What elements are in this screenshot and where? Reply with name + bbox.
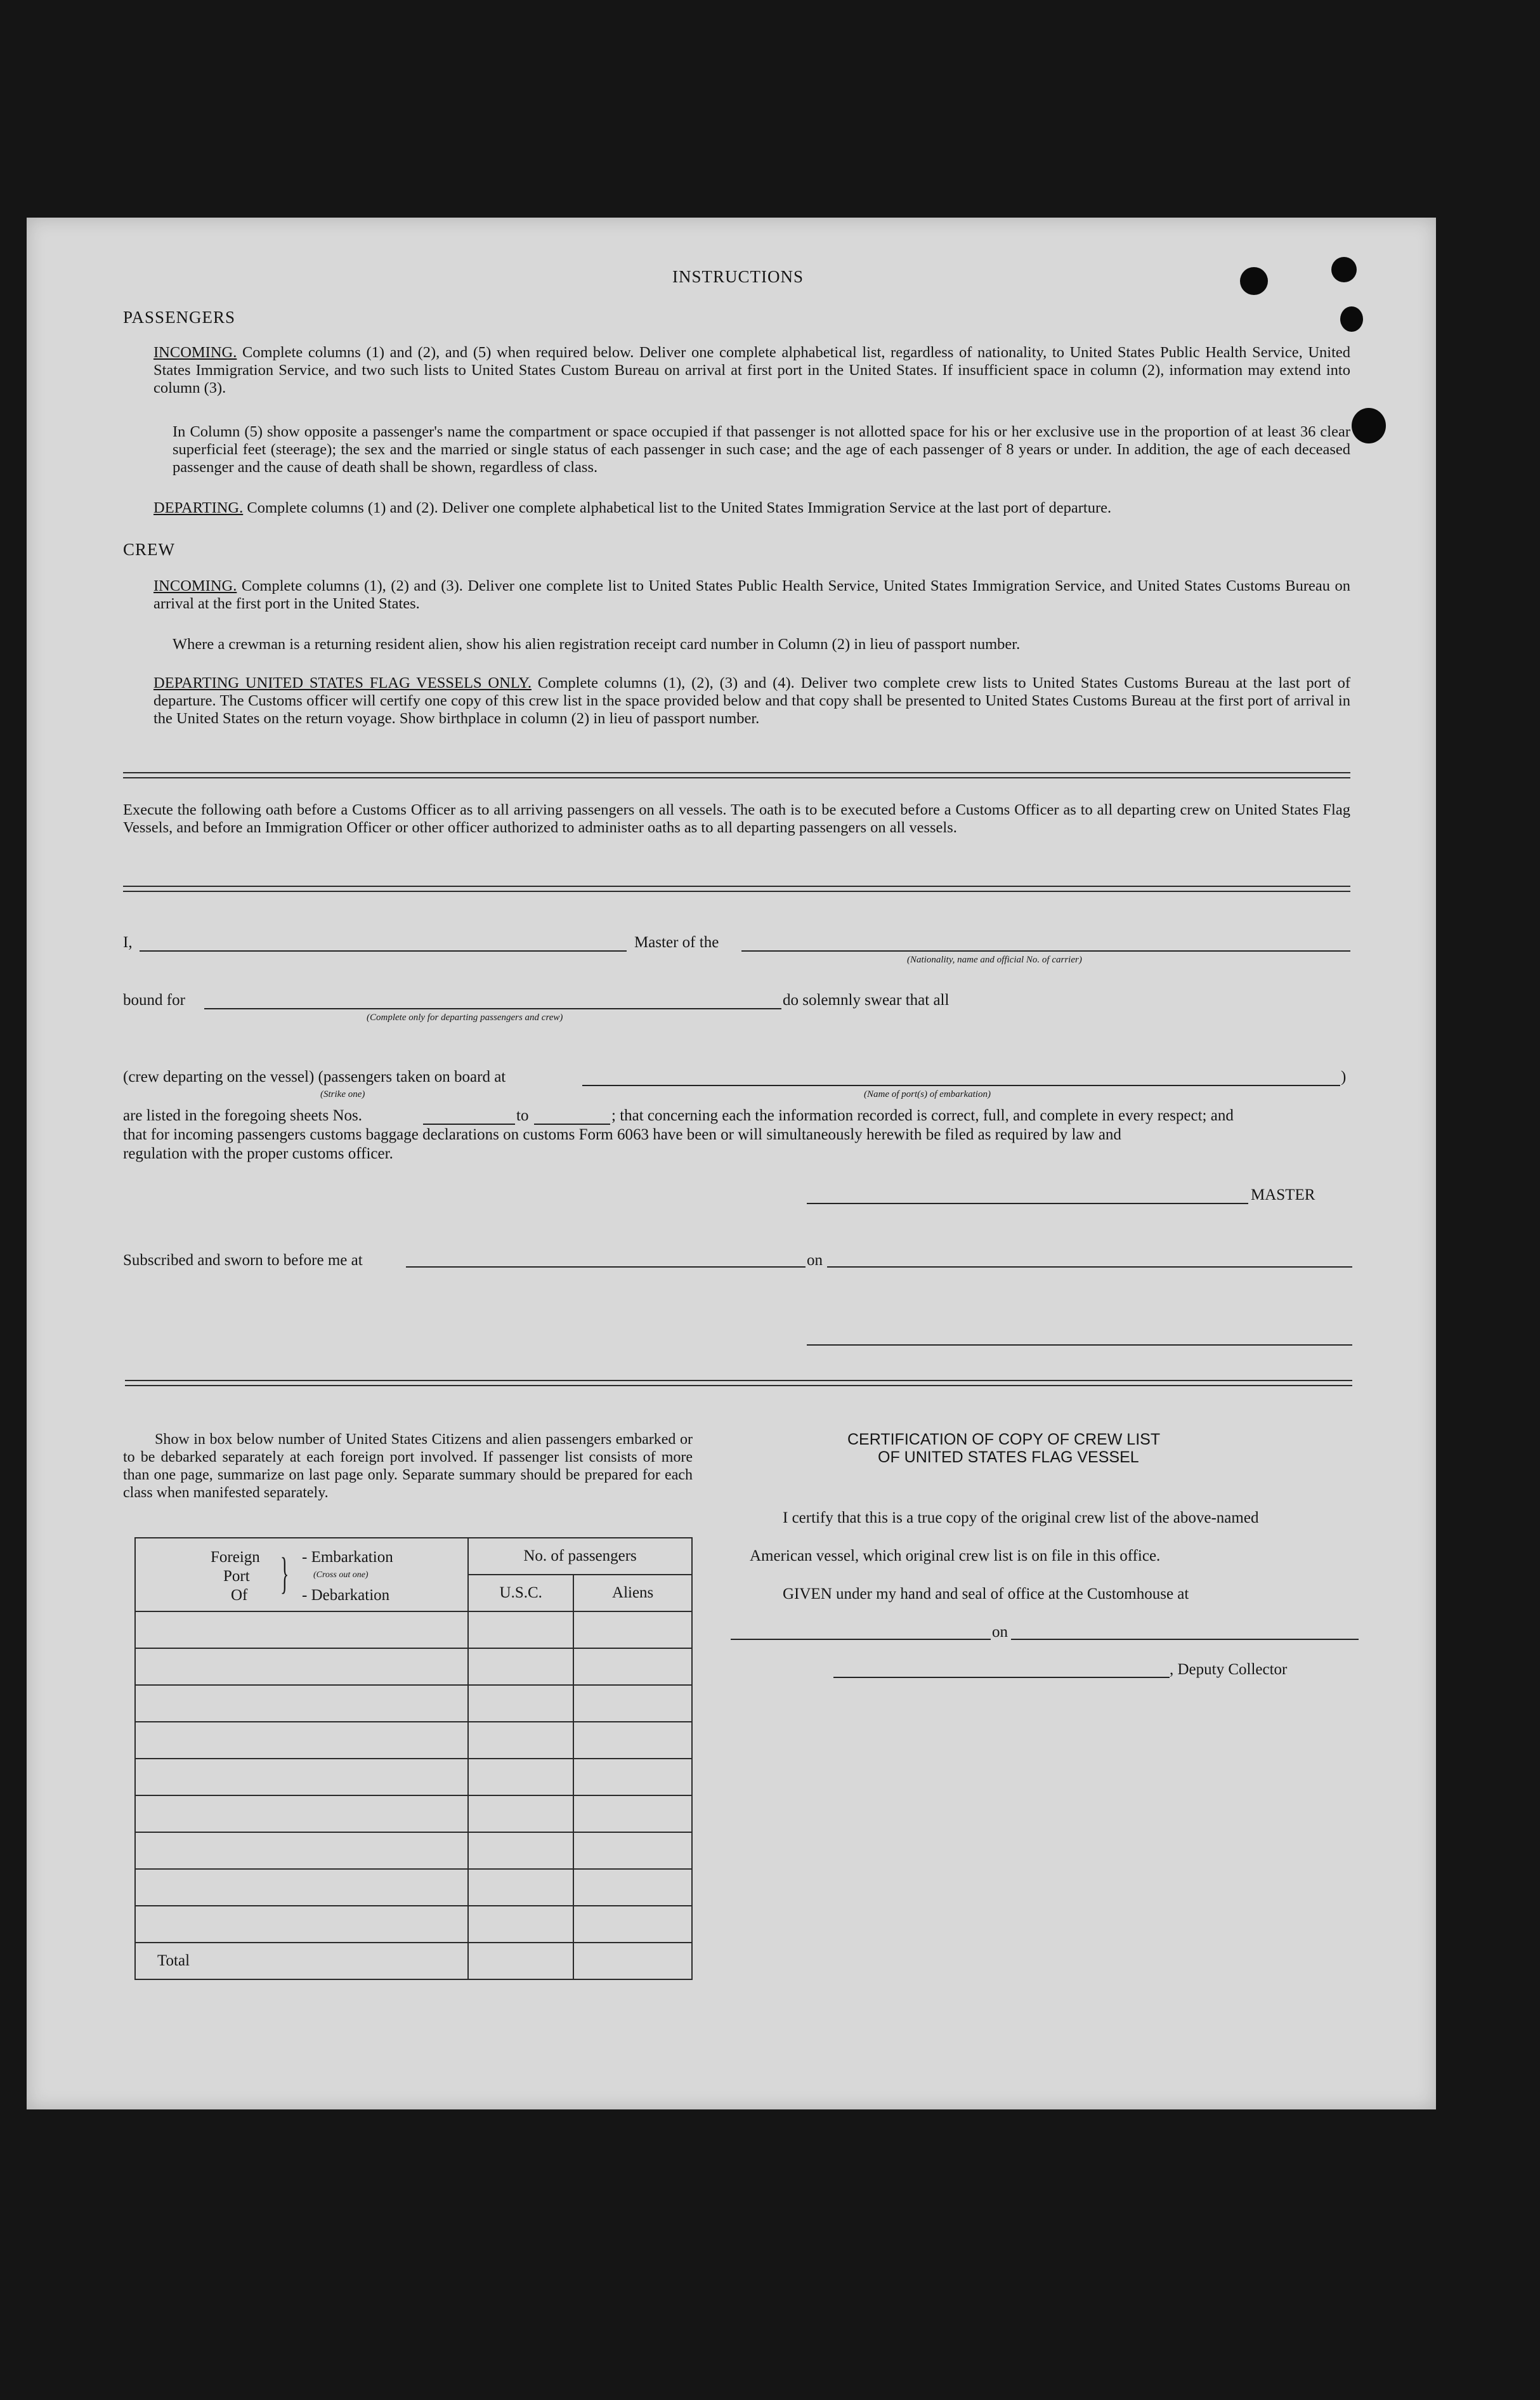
usc-cell[interactable] [468, 1685, 573, 1722]
usc-cell[interactable] [468, 1869, 573, 1906]
total-label: Total [135, 1943, 468, 1979]
aliens-cell[interactable] [573, 1906, 692, 1943]
total-row [135, 1943, 692, 1979]
aliens-cell[interactable] [573, 1722, 692, 1759]
divider [123, 886, 1350, 892]
certification-title-2: OF UNITED STATES FLAG VESSEL [878, 1448, 1139, 1466]
aliens-cell[interactable] [573, 1795, 692, 1832]
passengers-incoming-paragraph [153, 344, 1350, 397]
punch-hole-icon [1340, 306, 1363, 332]
table-row [135, 1685, 692, 1722]
sworn-place-field[interactable] [406, 1266, 806, 1268]
usc-cell[interactable] [468, 1722, 573, 1759]
aliens-header: Aliens [573, 1575, 692, 1611]
document-sheet [27, 218, 1436, 2109]
crew-departing-paragraph [153, 674, 1350, 728]
certification-date-field[interactable] [1011, 1639, 1359, 1640]
master-name-field[interactable] [140, 950, 627, 952]
port-cell[interactable] [135, 1722, 468, 1759]
debarkation-label: - Debarkation [302, 1587, 390, 1604]
listed-label: are listed in the foregoing sheets Nos. [123, 1107, 362, 1124]
total-aliens-cell[interactable] [573, 1943, 692, 1979]
aliens-cell[interactable] [573, 1648, 692, 1685]
crew-departing-lead: DEPARTING UNITED STATES FLAG VESSELS ONLY. [153, 674, 532, 692]
brace-icon: } [280, 1549, 289, 1598]
to-label: to [516, 1107, 529, 1124]
aliens-cell[interactable] [573, 1611, 692, 1648]
swear-label: do solemnly swear that all [783, 992, 949, 1009]
summary-paragraph [123, 1431, 693, 1502]
usc-cell[interactable] [468, 1611, 573, 1648]
bound-for-label: bound for [123, 992, 185, 1009]
table-row [135, 1869, 692, 1906]
col-foreign: Foreign [211, 1549, 260, 1566]
table-row [135, 1832, 692, 1869]
usc-cell[interactable] [468, 1795, 573, 1832]
ports-caption: (Name of port(s) of embarkation) [864, 1089, 991, 1099]
closing-paren: ) [1341, 1068, 1347, 1085]
passengers-incoming-lead: INCOMING. [153, 344, 237, 361]
sheet-from-field[interactable] [423, 1124, 515, 1125]
deputy-collector-label: , Deputy Collector [1170, 1661, 1288, 1678]
passengers-heading: PASSENGERS [123, 308, 236, 327]
oath-i-label: I, [123, 934, 133, 951]
listed-text-3: regulation with the proper customs officer. [123, 1145, 393, 1162]
table-row [135, 1648, 692, 1685]
total-usc-cell[interactable] [468, 1943, 573, 1979]
crew-departing-text: Complete columns (1), (2), (3) and (4). Deliver two complete crew lists to United States Customs Bureau at the last port of departure. The Customs officer will certify one copy of this crew list in the space provided below and that copy shall be presented to United States Customs Bureau at the first port of arrival in the United States on the return voyage. Show birthplace in column (2) in lieu of passport number. [153, 674, 1350, 727]
usc-cell[interactable] [468, 1906, 573, 1943]
port-cell[interactable] [135, 1611, 468, 1648]
embarkation-ports-field[interactable] [582, 1085, 1340, 1086]
certify-line-1: I certify that this is a true copy of the original crew list of the above-named [783, 1509, 1259, 1526]
bound-for-caption: (Complete only for departing passengers and crew) [367, 1013, 563, 1023]
passenger-summary-table [134, 1537, 693, 1980]
aliens-cell[interactable] [573, 1685, 692, 1722]
divider [125, 1380, 1352, 1386]
summary-text: Show in box below number of United States Citizens and alien passengers embarked or to be debarked separately at each foreign port involved. If passenger list consists of more than one page, summarize on last page only. Separate summary should be prepared for each class when manifested separately. [123, 1431, 693, 1501]
customhouse-field[interactable] [731, 1639, 991, 1640]
crew-heading: CREW [123, 540, 175, 559]
col-port: Port [223, 1568, 250, 1585]
port-cell[interactable] [135, 1832, 468, 1869]
aliens-cell[interactable] [573, 1832, 692, 1869]
bound-for-field[interactable] [204, 1008, 781, 1009]
table-row [135, 1906, 692, 1943]
usc-cell[interactable] [468, 1759, 573, 1795]
certify-line-2: American vessel, which original crew list is on file in this office. [750, 1547, 1161, 1564]
master-signature-field[interactable] [807, 1203, 1248, 1204]
column5-paragraph: In Column (5) show opposite a passenger's name the compartment or space occupied if that passenger is not allotted space for his or her exclusive use in the proportion of at least 36 clear superficial feet (steerage); the sex and the married or single status of each passenger in such case; and the age of each passenger of 8 years or under. In addition, the age of each deceased passenger and the cause of death shall be shown, regardless of class. [173, 423, 1350, 476]
usc-header: U.S.C. [468, 1575, 573, 1611]
listed-text-2: that for incoming passengers customs baggage declarations on customs Form 6063 have been or will simultaneously herewith be filed as required by law and [123, 1126, 1121, 1143]
passengers-incoming-text: Complete columns (1) and (2), and (5) when required below. Deliver one complete alphabetical list, regardless of nationality, to United States Public Health Service, United States Immigration Service, and two such lists to United States Custom Bureau on arrival at first port in the United States. If insufficient space in column (2), information may extend into column (3). [153, 344, 1350, 397]
crew-resident-paragraph: Where a crewman is a returning resident alien, show his alien registration receipt card number in Column (2) in lieu of passport number. [173, 636, 1021, 653]
no-passengers-header: No. of passengers [468, 1538, 692, 1575]
port-cell[interactable] [135, 1648, 468, 1685]
port-cell[interactable] [135, 1759, 468, 1795]
crew-incoming-lead: INCOMING. [153, 577, 237, 594]
usc-cell[interactable] [468, 1648, 573, 1685]
table-row [135, 1759, 692, 1795]
sworn-on-label: on [807, 1252, 823, 1269]
table-row [135, 1722, 692, 1759]
port-cell[interactable] [135, 1685, 468, 1722]
punch-hole-icon [1331, 257, 1357, 282]
master-label: MASTER [1251, 1186, 1315, 1203]
listed-text-1: ; that concerning each the information recorded is correct, full, and complete in every respect; and [611, 1107, 1234, 1124]
table-row [135, 1611, 692, 1648]
port-cell[interactable] [135, 1906, 468, 1943]
table-row [135, 1795, 692, 1832]
crew-incoming-paragraph [153, 577, 1350, 613]
port-cell[interactable] [135, 1869, 468, 1906]
certification-title-1: CERTIFICATION OF COPY OF CREW LIST [847, 1431, 1161, 1448]
nationality-caption: (Nationality, name and official No. of carrier) [907, 955, 1082, 965]
col-of: Of [231, 1587, 248, 1604]
sheet-to-field[interactable] [534, 1124, 610, 1125]
passengers-departing-text: Complete columns (1) and (2). Deliver one complete alphabetical list to the United States Immigration Service at the last port of departure. [247, 499, 1112, 516]
given-line: GIVEN under my hand and seal of office at the Customhouse at [783, 1585, 1189, 1603]
passengers-departing-lead: DEPARTING. [153, 499, 244, 516]
certification-on-label: on [992, 1623, 1008, 1641]
usc-cell[interactable] [468, 1832, 573, 1869]
foreign-port-header [135, 1538, 468, 1611]
master-of-label: Master of the [634, 934, 719, 951]
carrier-field[interactable] [741, 950, 1350, 952]
embarkation-label: - Embarkation [302, 1549, 393, 1566]
port-cell[interactable] [135, 1795, 468, 1832]
passengers-departing-paragraph [153, 499, 1350, 517]
aliens-cell[interactable] [573, 1759, 692, 1795]
officer-signature-field[interactable] [807, 1344, 1352, 1346]
cross-out-caption: (Cross out one) [313, 1570, 369, 1580]
oath-intro-paragraph: Execute the following oath before a Customs Officer as to all arriving passengers on all vessels. The oath is to be executed before a Customs Officer as to all departing crew on United States Flag Vessels, and before an Immigration Officer or other officer authorized to administer oaths as to all departing passengers on all vessels. [123, 801, 1350, 836]
crew-incoming-text: Complete columns (1), (2) and (3). Deliver one complete list to United States Public Health Service, United States Immigration Service, and United States Customs Bureau on arrival at the first port in the United States. [153, 577, 1350, 612]
divider [123, 772, 1350, 778]
deputy-signature-field[interactable] [833, 1677, 1170, 1678]
subscribed-label: Subscribed and sworn to before me at [123, 1252, 363, 1269]
punch-hole-icon [1240, 267, 1268, 295]
crew-passengers-label: (crew departing on the vessel) (passengers taken on board at [123, 1068, 506, 1085]
page-title: INSTRUCTIONS [672, 267, 804, 286]
sworn-date-field[interactable] [827, 1266, 1352, 1268]
strike-caption: (Strike one) [320, 1089, 365, 1099]
aliens-cell[interactable] [573, 1869, 692, 1906]
punch-hole-icon [1352, 408, 1386, 443]
